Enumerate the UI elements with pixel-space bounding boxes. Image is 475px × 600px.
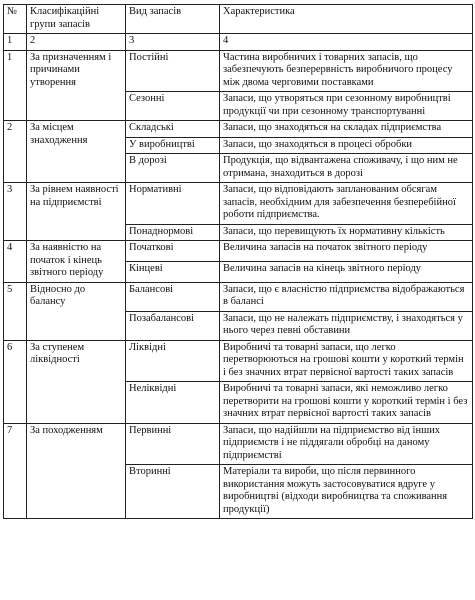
inventory-description: Запаси, що не належать підприємству, і знаходяться у нього через певні обставини: [220, 311, 473, 340]
inventory-description: Запаси, що знаходяться в процесі обробки: [220, 137, 473, 154]
group-number: 6: [4, 340, 27, 423]
inventory-description: Запаси, що знаходяться на складах підприємства: [220, 121, 473, 138]
group-number: 1: [4, 50, 27, 121]
group-name: За рівнем наявності на підприємстві: [27, 183, 126, 241]
inventory-type: Позабалансові: [126, 311, 220, 340]
group-number: 7: [4, 423, 27, 519]
inventory-type: Понаднормові: [126, 224, 220, 241]
header-description: Характеристика: [220, 5, 473, 34]
inventory-description: Продукція, що відвантажена споживачу, і що ним не отримана, знаходиться в дорозі: [220, 154, 473, 183]
inventory-type: Складські: [126, 121, 220, 138]
table-row: [4, 50, 473, 92]
index-row: [4, 34, 473, 51]
table-row: [4, 282, 473, 311]
table-row: [4, 121, 473, 138]
header-row: [4, 5, 473, 34]
table-row: [4, 241, 473, 262]
group-number: 5: [4, 282, 27, 340]
inventory-description: Запаси, що перевищують їх нормативну кількість: [220, 224, 473, 241]
table-row: [4, 340, 473, 382]
group-name: За місцем знаходження: [27, 121, 126, 183]
index-cell: 4: [220, 34, 473, 51]
inventory-type: Балансові: [126, 282, 220, 311]
inventory-description: Величина запасів на кінець звітного періоду: [220, 261, 473, 282]
index-cell: 1: [4, 34, 27, 51]
inventory-type: Неліквідні: [126, 382, 220, 424]
index-cell: 2: [27, 34, 126, 51]
inventory-description: Запаси, що надійшли на підприємство від інших підприємств і не піддягали обробці на даному підприємстві: [220, 423, 473, 465]
group-name: Відносно до балансу: [27, 282, 126, 340]
inventory-description: Виробничі та товарні запаси, що легко перетворюються на грошові кошти у короткий термін і без значних втрат первісної вартості таких запасів: [220, 340, 473, 382]
group-number: 4: [4, 241, 27, 283]
inventory-type: Сезонні: [126, 92, 220, 121]
inventory-type: В дорозі: [126, 154, 220, 183]
header-group: Класифікаційні групи запасів: [27, 5, 126, 34]
inventory-type: Нормативні: [126, 183, 220, 225]
table-row: [4, 183, 473, 225]
group-name: За походженням: [27, 423, 126, 519]
inventory-description: Матеріали та вироби, що після первинного використання можуть застосовуватися вдруге у виробництві (відходи виробництва та споживання продукції): [220, 465, 473, 519]
inventory-type: Первинні: [126, 423, 220, 465]
index-cell: 3: [126, 34, 220, 51]
group-name: За ступенем ліквідності: [27, 340, 126, 423]
group-name: За наявністю на початок і кінець звітного періоду: [27, 241, 126, 283]
inventory-description: Величина запасів на початок звітного періоду: [220, 241, 473, 262]
group-name: За призначенням і причинами утворення: [27, 50, 126, 121]
inventory-description: Частина виробничих і товарних запасів, що забезпечують безперервність виробничого процесу між двома черговими поставками: [220, 50, 473, 92]
table-row: [4, 423, 473, 465]
inventory-type: У виробництві: [126, 137, 220, 154]
inventory-description: Запаси, що відповідають запланованим обсягам запасів, необхідним для забезпечення безперебійної роботи підприємства.: [220, 183, 473, 225]
inventory-type: Початкові: [126, 241, 220, 262]
inventory-type: Кінцеві: [126, 261, 220, 282]
inventory-classification-table: [3, 4, 473, 519]
group-number: 3: [4, 183, 27, 241]
group-number: 2: [4, 121, 27, 183]
document-page: [3, 4, 472, 519]
inventory-description: Запаси, що утворяться при сезонному виробництві продукції чи при сезонному транспортуванні: [220, 92, 473, 121]
header-type: Вид запасів: [126, 5, 220, 34]
inventory-type: Ліквідні: [126, 340, 220, 382]
inventory-type: Постійні: [126, 50, 220, 92]
inventory-type: Вторинні: [126, 465, 220, 519]
inventory-description: Запаси, що є власністю підприємства відображаються в балансі: [220, 282, 473, 311]
header-number: №: [4, 5, 27, 34]
inventory-description: Виробничі та товарні запаси, які неможливо легко перетворити на грошові кошти у короткий термін і без значних втрат первісної вартості таких запасів: [220, 382, 473, 424]
